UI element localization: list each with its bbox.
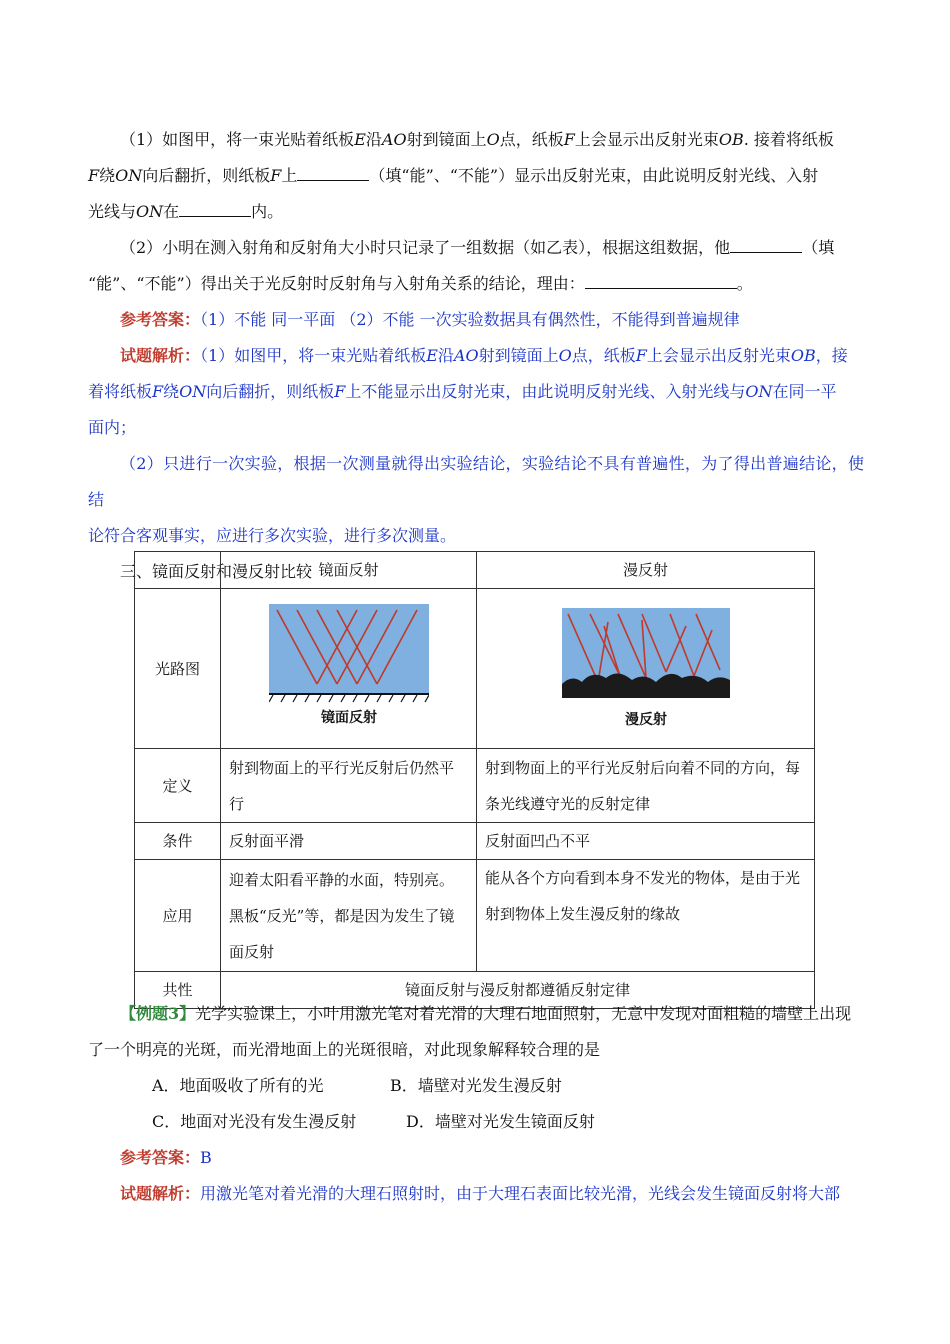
mirror-diagram-caption: 镜面反射	[320, 709, 377, 726]
diffuse-diagram-caption: 漫反射	[624, 711, 667, 728]
row-label-application: 应用	[135, 860, 221, 972]
analysis-line4: （2）只进行一次实验，根据一次测量就得出实验结论，实验结论不具有普遍性，为了得出普遍结论，使结	[88, 454, 864, 509]
table-row-condition	[135, 823, 815, 860]
option-b[interactable]: B．墙壁对光发生漫反射	[390, 1076, 562, 1095]
q1-line2: F绕ON向后翻折，则纸板F上 （填“能”、“不能”）显示出反射光束，由此说明反射光线、入射	[88, 166, 819, 185]
comparison-table	[134, 551, 815, 1009]
def-mirror: 射到物面上的平行光反射后仍然平行	[221, 749, 477, 823]
q1-line1: （1）如图甲，将一束光贴着纸板E沿AO射到镜面上O点，纸板F上会显示出反射光束OB. 接着将纸板	[120, 130, 834, 149]
table-header-row	[135, 552, 815, 589]
row-label-common: 共性	[135, 972, 221, 1009]
def-diffuse: 射到物面上的平行光反射后向着不同的方向，每条光线遵守光的反射定律	[477, 749, 815, 823]
diffuse-reflection-diagram	[562, 604, 730, 734]
option-c[interactable]: C．地面对光没有发生漫反射	[152, 1112, 357, 1131]
cond-mirror: 反射面平滑	[221, 823, 477, 860]
row-label-diagram: 光路图	[135, 589, 221, 749]
mirror-diagram-cell	[221, 589, 477, 749]
analysis-line5: 论符合客观事实，应进行多次实验，进行多次测量。	[88, 526, 457, 545]
analysis-line1: 试题解析：（1）如图甲，将一束光贴着纸板E沿AO射到镜面上O点，纸板F上会显示出反射光束OB，接	[120, 346, 848, 365]
options-row-1	[88, 1068, 864, 1104]
row-label-condition: 条件	[135, 823, 221, 860]
header-diffuse: 漫反射	[477, 552, 815, 589]
option-a[interactable]: A．地面吸收了所有的光	[152, 1076, 324, 1095]
app-mirror: 迎着太阳看平静的水面，特别亮。黑板“反光”等，都是因为发生了镜面反射	[221, 860, 477, 972]
header-mirror: 镜面反射	[221, 552, 477, 589]
example3-line1: 【例题3】光学实验课上，小叶用激光笔对着光滑的大理石地面照射，无意中发现对面粗糙的墙壁上出现	[120, 1004, 852, 1023]
app-diffuse: 能从各个方向看到本身不发光的物体，是由于光射到物体上发生漫反射的缘故	[477, 860, 815, 972]
mirror-reflection-diagram	[269, 604, 429, 734]
table-row-diagram	[135, 589, 815, 749]
answer-blank[interactable]	[585, 272, 737, 289]
example3-line2: 了一个明亮的光斑，而光滑地面上的光斑很暗，对此现象解释较合理的是	[88, 1040, 601, 1059]
document-page	[88, 122, 864, 590]
common-text: 镜面反射与漫反射都遵循反射定律	[221, 972, 815, 1009]
table-row-application	[135, 860, 815, 972]
example3-answer: 参考答案：B	[120, 1148, 212, 1167]
analysis-line3: 面内；	[88, 418, 137, 437]
example3-block	[88, 996, 864, 1212]
answer-blank[interactable]	[297, 164, 369, 181]
q1-line3: 光线与ON在 内。	[88, 202, 284, 221]
answer-line: 参考答案：（1）不能 同一平面 （2）不能 一次实验数据具有偶然性，不能得到普遍规律	[120, 310, 740, 329]
row-label-definition: 定义	[135, 749, 221, 823]
table-row-definition	[135, 749, 815, 823]
analysis-line2: 着将纸板F绕ON向后翻折，则纸板F上不能显示出反射光束，由此说明反射光线、入射光线与ON在同一平	[88, 382, 837, 401]
option-d[interactable]: D．墙壁对光发生镜面反射	[406, 1112, 595, 1131]
options-row-2	[88, 1104, 864, 1140]
cond-diffuse: 反射面凹凸不平	[477, 823, 815, 860]
answer-blank[interactable]	[730, 236, 802, 253]
answer-blank[interactable]	[179, 200, 251, 217]
q2-line1: （2）小明在测入射角和反射角大小时只记录了一组数据（如乙表），根据这组数据，他 （填	[120, 238, 835, 257]
example3-analysis: 试题解析：用激光笔对着光滑的大理石照射时，由于大理石表面比较光滑，光线会发生镜面反射将大部	[120, 1184, 841, 1203]
diffuse-diagram-cell	[477, 589, 815, 749]
section-title: 三、镜面反射和漫反射比较	[120, 562, 313, 581]
table-corner-cell	[135, 552, 221, 589]
q2-line2: “能”、“不能”）得出关于光反射时反射角与入射角关系的结论，理由： 。	[88, 274, 753, 293]
